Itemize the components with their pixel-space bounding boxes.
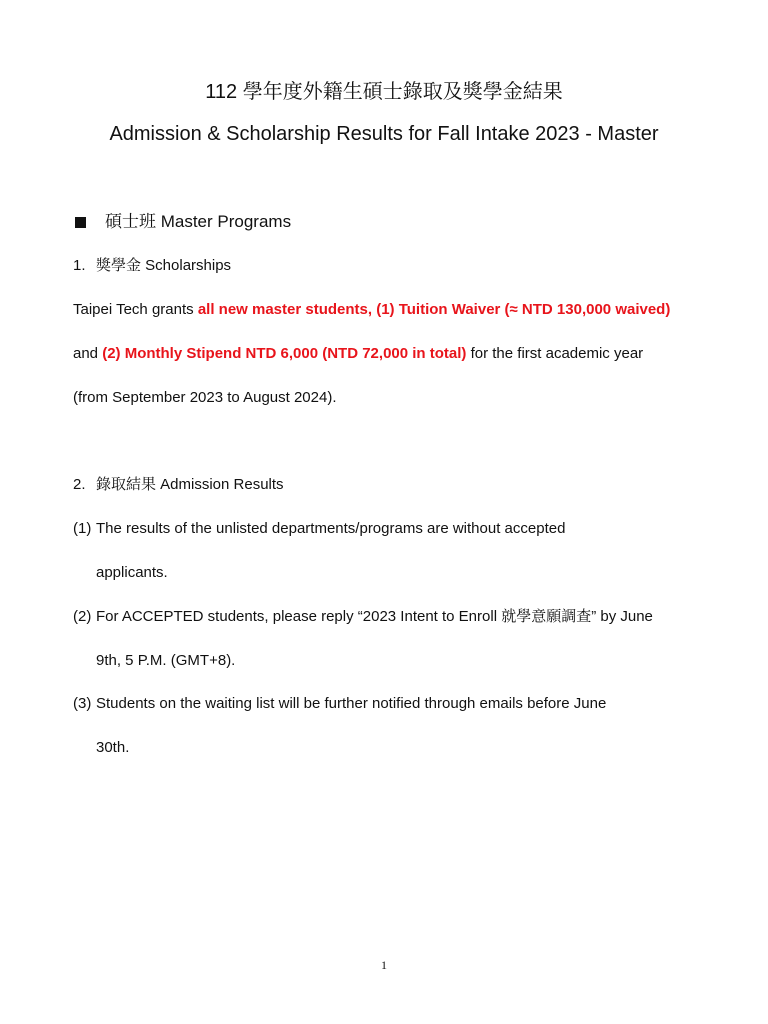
admission-item-3-continued: 30th. — [96, 739, 130, 756]
section-heading — [73, 210, 291, 234]
admission-item-1 — [73, 519, 565, 539]
admission-item-3 — [73, 694, 606, 714]
scholarship-text: and — [73, 345, 103, 362]
scholarship-number: 1. — [73, 257, 86, 274]
list-item-text: For ACCEPTED students, please reply “2023 Intent to Enroll 就學意願調查” by June — [96, 608, 653, 625]
section-heading-label: 碩士班 Master Programs — [105, 212, 292, 231]
list-item-marker: (2) — [73, 608, 92, 625]
scholarship-text: Taipei Tech grants — [73, 301, 198, 318]
scholarship-heading-label: 獎學金 Scholarships — [96, 257, 232, 274]
list-item-text: The results of the unlisted departments/programs are without accepted — [96, 520, 566, 537]
scholarship-text: for the first academic year — [466, 345, 644, 362]
scholarship-highlight-stipend: (2) Monthly Stipend NTD 6,000 (NTD 72,000 in total) — [102, 345, 467, 362]
list-item-marker: (1) — [73, 520, 92, 537]
scholarship-line-1 — [73, 300, 670, 320]
list-item-marker: (3) — [73, 695, 92, 712]
admission-heading-label: 錄取結果 Admission Results — [96, 476, 284, 493]
page-number: 1 — [381, 958, 387, 972]
admission-number: 2. — [73, 476, 86, 493]
admission-heading — [73, 475, 284, 495]
page-title-english: Admission & Scholarship Results for Fall Intake 2023 - Master — [109, 123, 659, 145]
scholarship-line-2 — [73, 344, 643, 364]
admission-item-2-continued: 9th, 5 P.M. (GMT+8). — [96, 652, 236, 669]
scholarship-highlight-tuition: all new master students, (1) Tuition Waiver (≈ NTD 130,000 waived) — [197, 301, 671, 318]
scholarship-heading — [73, 256, 231, 276]
list-item-text: Students on the waiting list will be further notified through emails before June — [96, 695, 607, 712]
scholarship-line-3: (from September 2023 to August 2024). — [73, 389, 337, 406]
admission-item-2 — [73, 607, 653, 627]
square-bullet-icon — [75, 217, 86, 228]
admission-item-1-continued: applicants. — [96, 564, 168, 581]
page-title-chinese: 112 學年度外籍生碩士錄取及獎學金結果 — [205, 81, 563, 103]
